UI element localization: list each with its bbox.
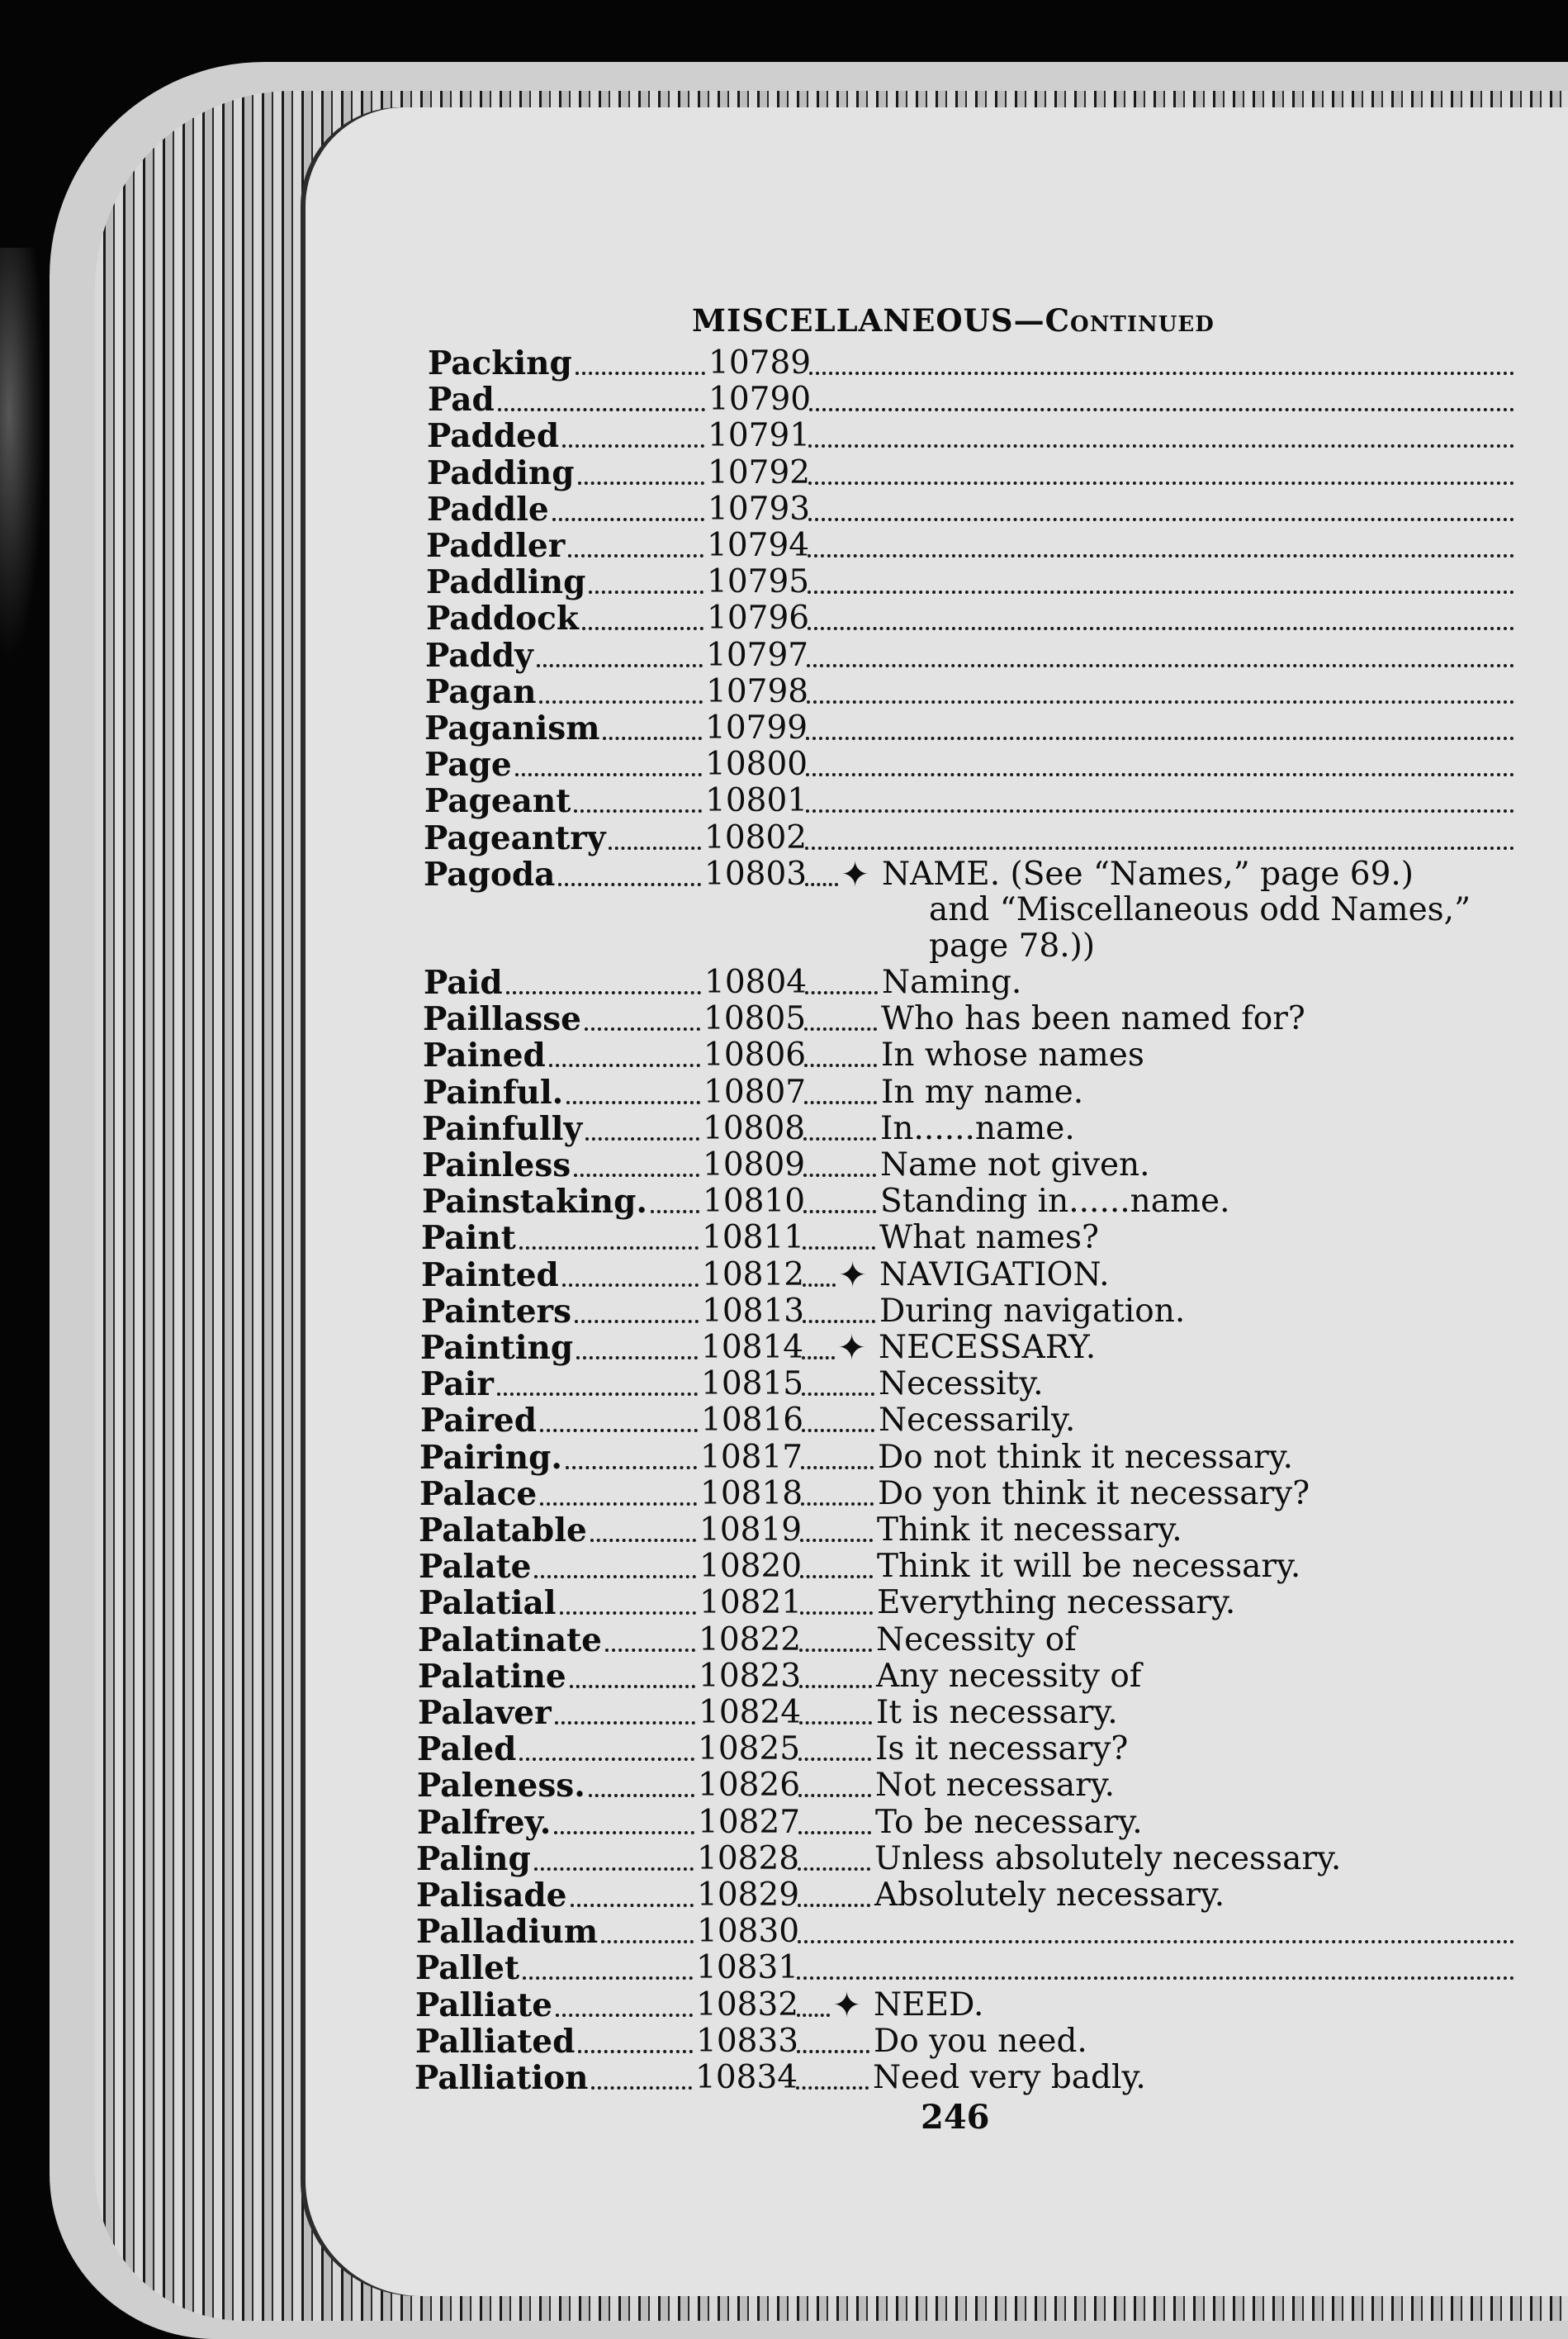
leader-dots <box>799 1695 872 1725</box>
leader-dots <box>575 1293 699 1323</box>
entry-code: 10829 <box>697 1877 800 1914</box>
entry-code: 10816 <box>701 1402 804 1440</box>
entry-word: Paddling <box>426 564 586 601</box>
leader-dots <box>574 1147 699 1177</box>
leader-dots <box>523 1950 693 1980</box>
leader-dots <box>590 1512 696 1542</box>
entry-word: Pagan <box>425 673 537 710</box>
entry-word: Paddle <box>427 491 549 528</box>
entry-meaning: NAVIGATION. <box>879 1256 1110 1293</box>
entry-row <box>422 1147 1521 1184</box>
entry-meaning: In......name. <box>880 1110 1075 1147</box>
leader-dots <box>806 747 1514 776</box>
entry-code: 10795 <box>707 564 810 601</box>
leader-dots <box>803 1147 876 1177</box>
entry-word: Paint <box>421 1220 516 1257</box>
entry-code: 10794 <box>707 528 810 564</box>
leader-dots <box>803 1111 876 1141</box>
leader-dots <box>797 1987 830 2017</box>
entry-word: Palliate <box>415 1986 553 2023</box>
leader-dots <box>552 491 704 521</box>
star-icon: ✦ <box>841 856 870 893</box>
entry-code: 10819 <box>699 1512 803 1549</box>
leader-dots <box>519 1220 699 1250</box>
entry-code: 10806 <box>703 1037 807 1075</box>
entry-row <box>427 491 1521 528</box>
leader-dots <box>808 600 1514 630</box>
entry-meaning: Name not given. <box>880 1147 1150 1184</box>
leader-dots <box>799 1622 872 1652</box>
leader-dots <box>515 747 702 776</box>
leader-dots <box>558 856 701 886</box>
entry-row <box>426 600 1521 637</box>
entry-row <box>417 1767 1521 1804</box>
entry-word: Pagoda <box>424 856 556 893</box>
leader-dots <box>562 1257 699 1287</box>
leader-dots <box>578 455 704 485</box>
entry-code: 10790 <box>708 382 812 419</box>
leader-dots <box>601 1914 694 1943</box>
entry-row <box>420 1366 1521 1402</box>
entry-row <box>415 1987 1521 2023</box>
entry-meaning: Need very badly. <box>873 2060 1146 2096</box>
leader-dots <box>803 1184 876 1213</box>
entry-meaning: Naming. <box>882 965 1022 1001</box>
entry-word: Pained <box>423 1037 546 1075</box>
entry-word: Packing <box>428 345 572 382</box>
entry-word: Palladium <box>416 1914 599 1951</box>
leader-dots <box>799 1658 872 1688</box>
entry-code: 10796 <box>707 600 810 638</box>
entry-word: Padding <box>427 454 575 491</box>
leader-dots <box>808 491 1514 521</box>
entry-word: Pageant <box>424 783 571 820</box>
leader-dots <box>798 1731 871 1761</box>
entry-meaning: NECESSARY. <box>879 1330 1097 1366</box>
entry-row <box>423 1001 1521 1037</box>
leader-dots <box>506 965 701 994</box>
entry-word: Palliation <box>415 2060 589 2096</box>
leader-dots <box>803 1220 875 1250</box>
leader-dots <box>498 382 705 411</box>
entry-code: 10810 <box>703 1184 806 1221</box>
entry-row <box>421 1257 1521 1293</box>
entry-word: Paled <box>417 1731 517 1768</box>
entry-word: Paddock <box>426 600 579 638</box>
leader-dots <box>796 2060 869 2090</box>
entry-code: 10811 <box>702 1220 805 1257</box>
leader-dots <box>556 1987 693 2017</box>
entry-code: 10799 <box>705 710 808 747</box>
entry-row <box>419 1585 1521 1621</box>
entry-meaning: Everything necessary. <box>877 1585 1236 1622</box>
leader-dots <box>808 418 1514 448</box>
leader-dots <box>555 1695 695 1725</box>
star-icon: ✦ <box>838 1256 868 1293</box>
entry-word: Paling <box>416 1840 531 1877</box>
leader-dots <box>797 1950 1514 1980</box>
entry-word: Palatine <box>418 1658 566 1695</box>
leader-dots <box>809 382 1514 411</box>
entry-word: Paleness. <box>417 1767 585 1805</box>
entry-row <box>426 528 1521 564</box>
leader-dots <box>806 783 1514 813</box>
entry-word: Painful. <box>423 1074 564 1111</box>
entry-code: 10792 <box>708 454 811 491</box>
entry-code: 10813 <box>702 1293 805 1330</box>
entry-word: Painstaking. <box>422 1184 647 1221</box>
leader-dots <box>591 2060 692 2090</box>
leader-dots <box>497 1366 698 1396</box>
star-icon: ✦ <box>837 1330 867 1366</box>
leader-dots <box>802 1330 835 1359</box>
entry-word: Palace <box>419 1475 538 1512</box>
entry-meaning: What names? <box>879 1220 1099 1257</box>
entry-word: Paddy <box>425 637 533 674</box>
page-number: 246 <box>921 2098 990 2137</box>
entry-code: 10828 <box>697 1840 800 1877</box>
entry-word: Paddler <box>426 528 566 564</box>
entry-row <box>424 710 1521 747</box>
entry-code: 10817 <box>700 1439 803 1476</box>
entry-word: Painting <box>420 1330 574 1366</box>
entry-word: Palaver <box>418 1695 552 1731</box>
leader-dots <box>800 1549 873 1578</box>
entry-code: 10791 <box>708 418 811 455</box>
entry-code: 10831 <box>696 1950 799 1987</box>
entry-code: 10818 <box>700 1475 803 1512</box>
leader-dots <box>603 710 702 740</box>
entry-meaning: In whose names <box>881 1037 1144 1075</box>
leader-dots <box>605 1622 695 1652</box>
entry-meaning: Who has been named for? <box>881 1001 1305 1038</box>
entry-code: 10789 <box>708 345 812 382</box>
entry-row <box>424 747 1521 783</box>
entry-code: 10801 <box>705 783 808 820</box>
entry-word: Painless <box>422 1147 571 1184</box>
entry-code: 10798 <box>706 673 809 710</box>
leader-dots <box>609 820 701 850</box>
leader-dots <box>651 1184 699 1213</box>
leader-dots <box>585 1001 700 1031</box>
leader-dots <box>534 1549 696 1578</box>
leader-dots <box>802 1402 874 1432</box>
leader-dots <box>800 1512 873 1542</box>
entry-row <box>415 1950 1521 1986</box>
entry-meaning: Do yon think it necessary? <box>878 1475 1310 1512</box>
entry-code: 10803 <box>704 856 808 893</box>
entry-row <box>422 1111 1521 1147</box>
entry-code: 10815 <box>701 1366 804 1403</box>
star-icon: ✦ <box>832 1986 862 2023</box>
scan-stain <box>0 248 45 661</box>
leader-dots <box>801 1476 874 1506</box>
leader-dots <box>804 1075 877 1104</box>
leader-dots <box>534 1841 694 1871</box>
leader-dots <box>568 528 703 557</box>
entry-row <box>421 1293 1521 1330</box>
leader-dots <box>800 1585 873 1615</box>
leader-dots <box>803 1293 875 1323</box>
leader-dots <box>539 674 703 704</box>
leader-dots <box>797 2023 869 2053</box>
entry-row <box>418 1622 1521 1658</box>
entry-row <box>417 1731 1521 1767</box>
leader-dots <box>798 1767 871 1797</box>
entry-row <box>420 1402 1521 1439</box>
entry-row <box>418 1695 1521 1731</box>
entry-meaning: Unless absolutely necessary. <box>874 1840 1342 1877</box>
page-heading: MISCELLANEOUS—Continued <box>692 302 1215 339</box>
entry-word: Palatable <box>419 1512 587 1549</box>
entry-code: 10827 <box>698 1804 801 1841</box>
entry-row <box>415 2023 1521 2060</box>
entry-meaning: Do not think it necessary. <box>878 1439 1294 1476</box>
leader-dots <box>566 1075 700 1104</box>
entry-row <box>417 1805 1521 1841</box>
leader-dots <box>582 600 703 630</box>
entry-meaning: Necessity. <box>879 1366 1044 1403</box>
entry-code: 10830 <box>697 1914 800 1951</box>
entry-meaning: Standing in......name. <box>880 1184 1230 1221</box>
leader-dots <box>519 1731 694 1761</box>
leader-dots <box>798 1877 870 1907</box>
entry-row <box>419 1476 1521 1512</box>
leader-dots <box>562 418 704 448</box>
leader-dots <box>566 1440 697 1469</box>
leader-dots <box>804 1037 877 1067</box>
entry-row <box>421 1220 1521 1256</box>
entry-code: 10797 <box>706 637 809 674</box>
entry-meaning: Is it necessary? <box>875 1731 1129 1768</box>
leader-dots <box>585 1111 699 1141</box>
entry-code: 10809 <box>703 1147 806 1184</box>
entry-row <box>420 1330 1521 1366</box>
leader-dots <box>554 1805 694 1834</box>
entry-code: 10824 <box>699 1695 802 1731</box>
leader-dots <box>808 528 1514 557</box>
entry-row <box>424 820 1521 856</box>
leader-dots <box>803 1257 836 1287</box>
entry-row <box>419 1512 1521 1549</box>
entry-code: 10808 <box>703 1110 806 1147</box>
entry-row <box>428 345 1521 382</box>
entry-code: 10821 <box>699 1585 803 1622</box>
leader-dots <box>798 1841 870 1871</box>
entry-row <box>425 674 1521 710</box>
entry-row <box>424 783 1521 819</box>
entry-meaning: Necessity of <box>876 1621 1077 1658</box>
leader-dots <box>798 1805 871 1834</box>
entry-code: 10800 <box>705 747 808 784</box>
entry-row <box>424 856 1521 893</box>
entry-row <box>416 1841 1521 1877</box>
entry-meaning: Do you need. <box>874 2023 1087 2060</box>
leader-dots <box>540 1476 697 1506</box>
entry-meaning: Not necessary. <box>875 1767 1115 1805</box>
entry-word: Pad <box>428 382 495 419</box>
leader-dots <box>549 1037 700 1067</box>
leader-dots <box>576 345 705 375</box>
entry-word: Palliated <box>415 2023 576 2060</box>
entry-word: Pairing. <box>419 1439 562 1476</box>
entry-row <box>416 1877 1521 1914</box>
leader-dots <box>537 638 703 667</box>
leader-dots <box>801 1440 874 1469</box>
entry-word: Paired <box>420 1402 537 1440</box>
entry-word: Palate <box>419 1549 532 1586</box>
leader-dots <box>805 820 1514 850</box>
leader-dots <box>578 2023 693 2053</box>
entry-word: Pageantry <box>424 819 606 856</box>
entry-meaning: NAME. (See “Names,” page 69.) <box>882 856 1414 893</box>
entry-word: Paganism <box>424 710 600 747</box>
entry-row <box>424 965 1521 1001</box>
leader-dots <box>589 564 703 594</box>
leader-dots <box>805 856 838 886</box>
entry-word: Palisade <box>416 1877 567 1914</box>
entry-meaning: In my name. <box>881 1074 1084 1111</box>
entry-word: Pallet <box>415 1950 520 1987</box>
entry-meaning: To be necessary. <box>875 1804 1143 1841</box>
entry-code: 10832 <box>696 1986 799 2023</box>
entry-code: 10834 <box>695 2060 798 2096</box>
entry-word: Painters <box>421 1293 572 1330</box>
entry-meaning: Think it will be necessary. <box>877 1549 1301 1586</box>
entry-row <box>428 382 1521 418</box>
leader-dots <box>571 1877 694 1907</box>
leader-dots <box>576 1330 698 1359</box>
entry-word: Padded <box>427 418 560 455</box>
entry-word: Painted <box>421 1256 559 1293</box>
entry-code: 10793 <box>708 491 811 528</box>
entry-word: Paid <box>424 965 503 1001</box>
leader-dots <box>808 564 1514 594</box>
entry-meaning: Absolutely necessary. <box>874 1877 1225 1914</box>
entry-row <box>427 418 1521 454</box>
entry-meaning: Think it necessary. <box>877 1512 1182 1549</box>
entry-code: 10805 <box>703 1001 807 1038</box>
entry-word: Page <box>424 747 512 784</box>
entry-row <box>425 638 1521 674</box>
leader-dots <box>802 1366 874 1396</box>
entry-row <box>423 1037 1521 1074</box>
entry-word: Paillasse <box>423 1001 581 1038</box>
entry-meaning: NEED. <box>874 1986 984 2023</box>
leader-dots <box>809 345 1514 375</box>
entry-code: 10814 <box>701 1330 804 1366</box>
entry-row <box>426 564 1521 600</box>
leader-dots <box>806 710 1514 740</box>
entry-meaning: During navigation. <box>879 1293 1186 1330</box>
entry-code: 10822 <box>699 1621 802 1658</box>
entry-meaning: Any necessity of <box>876 1658 1142 1695</box>
leader-dots <box>798 1914 1514 1943</box>
entry-word: Palatinate <box>418 1621 602 1658</box>
entry-word: Painfully <box>422 1110 583 1147</box>
pagoda-continuation-2: page 78.)) <box>929 928 1096 965</box>
leader-dots <box>805 965 878 994</box>
leader-dots <box>570 1658 695 1688</box>
entry-word: Pair <box>420 1366 494 1403</box>
entry-meaning: Necessarily. <box>879 1402 1076 1440</box>
entry-row <box>418 1658 1521 1695</box>
leader-dots <box>807 674 1514 704</box>
entry-row <box>419 1549 1521 1585</box>
entry-word: Palfrey. <box>417 1804 552 1841</box>
entry-code: 10807 <box>703 1074 807 1111</box>
entry-code: 10802 <box>704 819 808 856</box>
entry-word: Palatial <box>419 1585 557 1622</box>
entry-row <box>419 1440 1521 1476</box>
leader-dots <box>560 1585 696 1615</box>
leader-dots <box>574 783 702 813</box>
entry-code: 10804 <box>704 965 808 1001</box>
entry-row <box>416 1914 1521 1950</box>
leader-dots <box>808 455 1514 485</box>
entry-row <box>427 455 1521 491</box>
entry-row <box>415 2060 1521 2096</box>
entry-code: 10812 <box>702 1256 805 1293</box>
leader-dots <box>804 1001 877 1031</box>
entry-code: 10823 <box>699 1658 802 1695</box>
entry-code: 10833 <box>696 2023 799 2060</box>
leader-dots <box>807 638 1514 667</box>
entry-meaning: It is necessary. <box>876 1695 1118 1731</box>
pagoda-continuation-1: and “Miscellaneous odd Names,” <box>929 891 1471 928</box>
entry-code: 10826 <box>698 1767 801 1805</box>
leader-dots <box>589 1767 694 1797</box>
leader-dots <box>540 1402 698 1432</box>
entry-row <box>422 1184 1521 1220</box>
entry-code: 10820 <box>699 1549 803 1586</box>
entry-row <box>423 1075 1521 1111</box>
entry-code: 10825 <box>698 1731 801 1768</box>
